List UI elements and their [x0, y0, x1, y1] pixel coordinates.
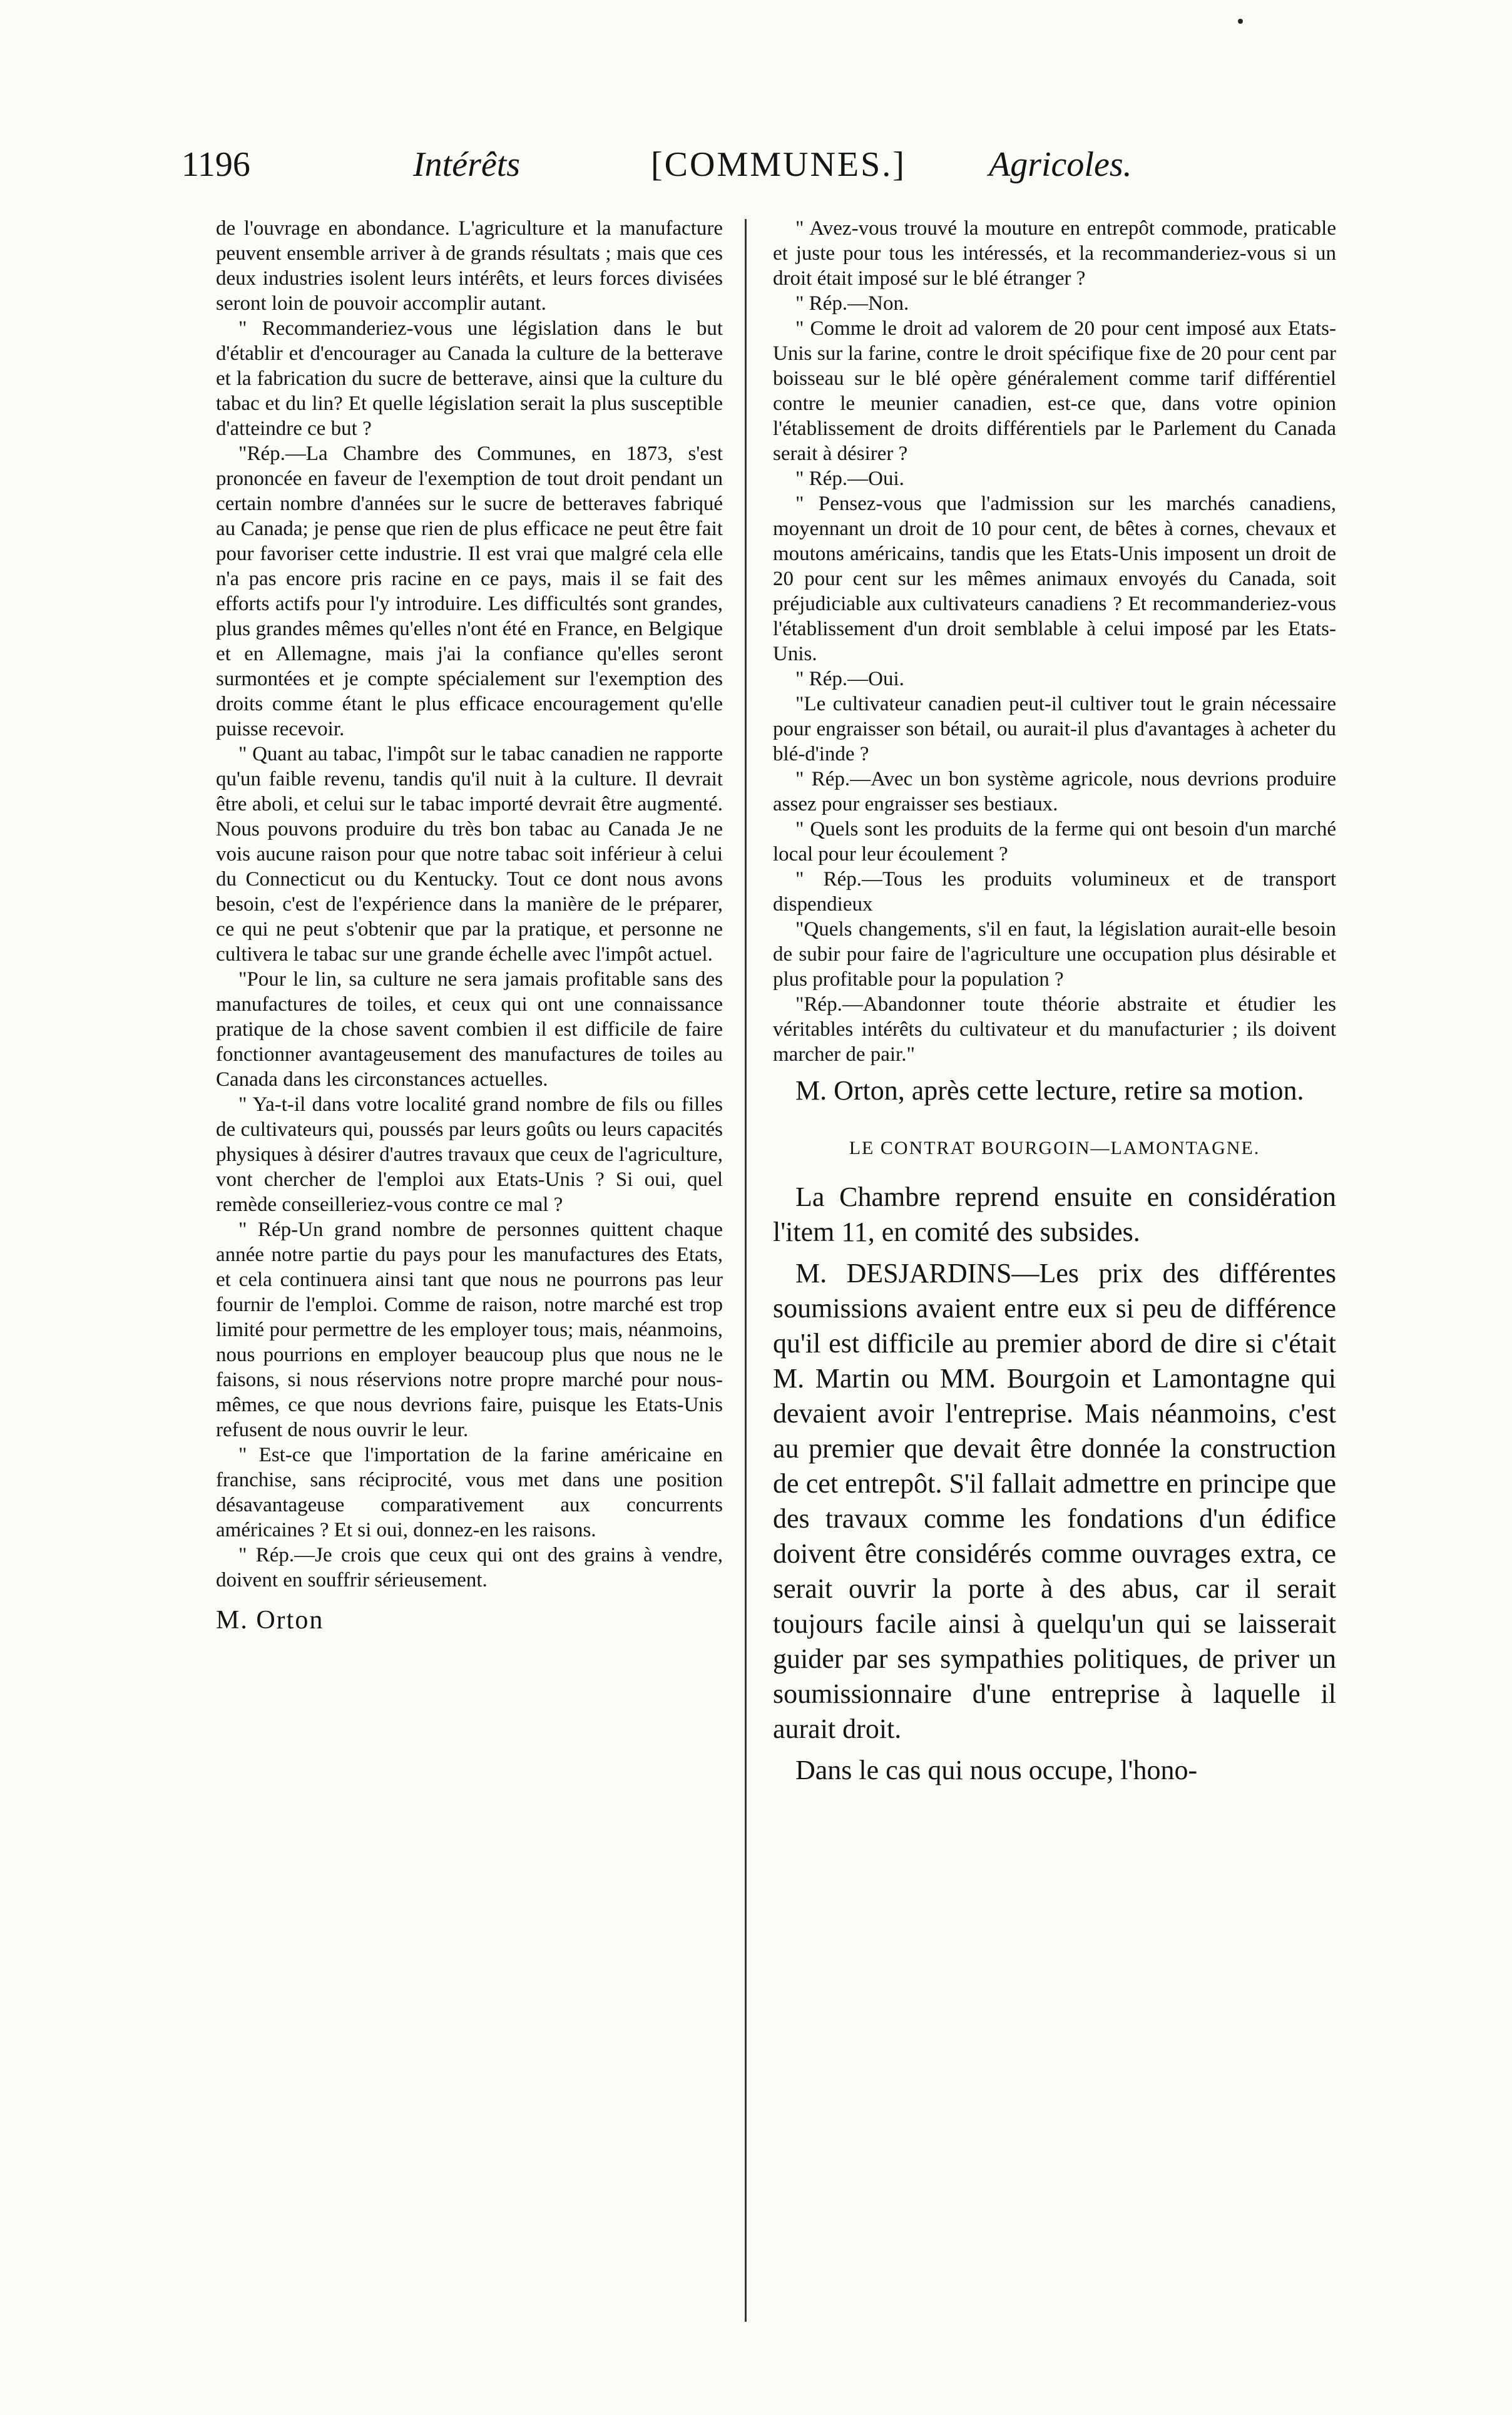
paragraph: "Rép.—La Chambre des Communes, en 1873, s'est prononcée en faveur de l'exemption de tout droit pendant un certain nombre d'années sur le sucre de betteraves fabriqué au Canada; je pense que rien de plus efficace ne peut être fait pour favoriser cette industrie. Il est vrai que malgré cela elle n'a pas encore pris racine en ce pays, mais il se fait des efforts actifs pour l'y introduire. Les difficultés sont grandes, plus grandes mêmes qu'elles n'ont été en France, en Belgique et en Allemagne, mais j'ai la confiance qu'elles seront surmontées et je compte spécialement sur l'exemption des droits comme étant le plus efficace encouragement qu'elle puisse recevoir. — [216, 442, 723, 740]
paragraph: " Rép.—Non. — [795, 292, 909, 315]
paragraph: de l'ouvrage en abondance. L'agriculture et la manufacture peuvent ensemble arriver à de grands résultats ; mais que ces deux industries isolent leurs intérêts, et leurs forces divisées seront loin de pouvoir accomplir autant. — [216, 217, 723, 315]
paragraph: M. DESJARDINS—Les prix des différentes soumissions avaient entre eux si peu de différence qu'il est difficile au premier abord de dire si c'était M. Martin ou MM. Bourgoin et Lamontagne qui devaient avoir l'entreprise. Mais néanmoins, c'est au premier que devait être donnée la construction de cet entrepôt. S'il fallait admettre en principe que des travaux comme les fondations d'un édifice doivent être considérés comme ouvrages extra, ce serait ouvrir la porte à des abus, car il serait toujours facile ainsi à quelqu'un qui se laisserait guider par ses sympathies politiques, de priver un soumissionnaire d'une entreprise à laquelle il aurait droit. — [773, 1258, 1336, 1744]
paragraph: " Est-ce que l'importation de la farine américaine en franchise, sans réciprocité, vous met dans une position désavantageuse comparativement aux concurrents américaines ? Et si oui, donnez-en les raisons. — [216, 1444, 723, 1541]
paragraph: " Rép-Un grand nombre de personnes quittent chaque année notre partie du pays pour les manufactures des Etats, et cela continuera ainsi tant que nous ne pourrons pas leur fournir de l'emploi. Comme de raison, notre marché est trop limité pour permettre de les employer tous; mais, néanmoins, nous pourrions en employer beaucoup plus que nous ne le faisons, si nous réservions notre propre marché pour nous-mêmes, ce que nous devrions faire, puisque les Etats-Unis refusent de nous ouvrir le leur. — [216, 1218, 723, 1441]
paragraph: "Quels changements, s'il en faut, la législation aurait-elle besoin de subir pour faire de l'agriculture une occupation plus désirable et plus profitable pour la population ? — [773, 918, 1336, 991]
paragraph: Dans le cas qui nous occupe, l'hono- — [795, 1755, 1198, 1785]
column-divider — [745, 219, 747, 2322]
right-column — [773, 216, 1336, 1788]
paragraph: "Le cultivateur canadien peut-il cultiver tout le grain nécessaire pour engraisser son bétail, ou aurait-il plus d'avantages à acheter du blé-d'inde ? — [773, 693, 1336, 765]
paragraph: " Quels sont les produits de la ferme qui ont besoin d'un marché local pour leur écoulement ? — [773, 818, 1336, 865]
page-number: 1196 — [181, 145, 250, 184]
paragraph: " Avez-vous trouvé la mouture en entrepôt commode, praticable et juste pour tous les intéressés, et la recommanderiez-vous si un droit était imposé sur le blé étranger ? — [773, 217, 1336, 290]
paragraph: " Recommanderiez-vous une législation dans le but d'établir et d'encourager au Canada la culture de la betterave et la fabrication du sucre de betterave, ainsi que la culture du tabac et du lin? Et quelle législation serait la plus susceptible d'atteindre ce but ? — [216, 317, 723, 440]
header-center-title: [COMMUNES.] — [651, 145, 906, 184]
paragraph: " Rép.—Je crois que ceux qui ont des grains à vendre, doivent en souffrir sérieusement. — [216, 1544, 723, 1591]
left-column — [216, 216, 723, 1636]
paragraph: "Pour le lin, sa culture ne sera jamais profitable sans des manufactures de toiles, et ceux qui ont une connaissance pratique de la chose savent combien il est difficile de faire fonctionner avantageusement des manufactures de toiles au Canada dans les circonstances actuelles. — [216, 968, 723, 1091]
header-right-title: Agricoles. — [989, 145, 1132, 184]
paragraph: " Ya-t-il dans votre localité grand nombre de fils ou filles de cultivateurs qui, poussés par leurs goûts ou leurs capacités physiques à désirer d'autres travaux que ceux de l'agriculture, vont chercher de l'emploi aux Etats-Unis ? Si oui, quel remède conseilleriez-vous contre ce mal ? — [216, 1093, 723, 1216]
paragraph: " Quant au tabac, l'impôt sur le tabac canadien ne rapporte qu'un faible revenu, tandis qu'il nuit à la culture. Il devrait être aboli, et celui sur le tabac importé devrait être augmenté. Nous pouvons produire du très bon tabac au Canada Je ne vois aucune raison pour que notre tabac soit inférieur à celui du Connecticut ou du Kentucky. Tout ce dont nous avons besoin, c'est de l'expérience dans la manière de le préparer, ce qui ne peut s'obtenir que par la pratique, et personne ne cultivera le tabac sur une grande échelle avec l'impôt actuel. — [216, 743, 723, 966]
paragraph: "Rép.—Abandonner toute théorie abstraite et étudier les véritables intérêts du cultivateur et du manufacturier ; ils doivent marcher de pair." — [773, 993, 1336, 1066]
paragraph: " Comme le droit ad valorem de 20 pour cent imposé aux Etats-Unis sur la farine, contre le droit spécifique fixe de 20 pour cent par boisseau sur le blé opère généralement comme tarif différentiel contre le meunier canadien, est-ce que, dans votre opinion l'établissement de droits différentiels par le Parlement du Canada serait à désirer ? — [773, 317, 1336, 465]
speaker-footer: M. Orton — [216, 1606, 324, 1635]
header-left-title: Intérêts — [413, 145, 521, 184]
paragraph: " Rép.—Oui. — [795, 668, 904, 690]
print-speck — [1238, 19, 1243, 24]
paragraph: M. Orton, après cette lecture, retire sa motion. — [795, 1075, 1304, 1106]
running-header — [181, 143, 1208, 199]
paragraph: " Rép.—Avec un bon système agricole, nous devrions produire assez pour engraisser ses bestiaux. — [773, 768, 1336, 815]
paragraph: " Pensez-vous que l'admission sur les marchés canadiens, moyennant un droit de 10 pour cent, de bêtes à cornes, chevaux et moutons américains, tandis que les Etats-Unis imposent un droit de 20 pour cent sur les mêmes animaux envoyés du Canada, soit préjudiciable aux cultivateurs canadiens ? Et recommanderiez-vous l'établissement d'un droit semblable à celui imposé par les Etats-Unis. — [773, 493, 1336, 665]
paragraph: " Rép.—Oui. — [795, 467, 904, 490]
section-heading: LE CONTRAT BOURGOIN—LAMONTAGNE. — [849, 1138, 1260, 1158]
paragraph: " Rép.—Tous les produits volumineux et de transport dispendieux — [773, 868, 1336, 916]
paragraph: La Chambre reprend ensuite en considération l'item 11, en comité des subsides. — [773, 1182, 1336, 1247]
